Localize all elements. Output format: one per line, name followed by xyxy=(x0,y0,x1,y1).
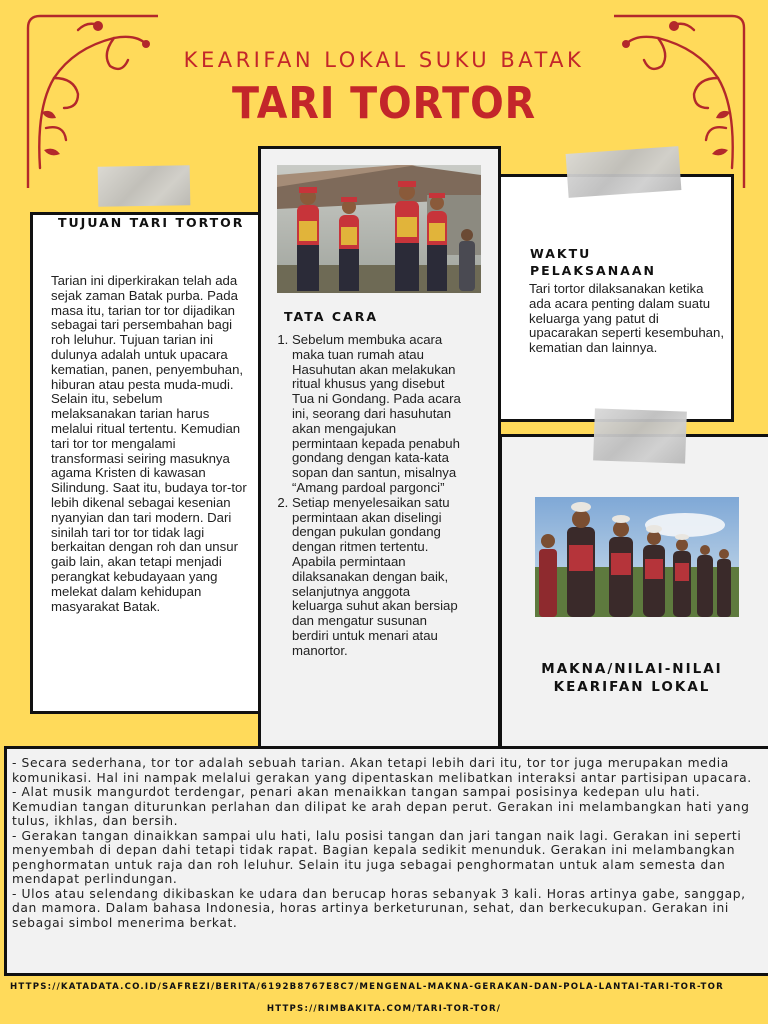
tape-decoration xyxy=(593,408,687,463)
tata-cara-heading: TATA CARA xyxy=(284,309,378,324)
source-link-rimbakita[interactable]: HTTPS://RIMBAKITA.COM/TARI-TOR-TOR/ xyxy=(266,1004,502,1014)
waktu-text: Tari tortor dilaksanakan ketika ada acara penting dalam suatu keluarga yang patut di upacarakan seperti kesembuhan, kematian dan lainnya. xyxy=(529,281,725,356)
makna-heading: MAKNA/NILAI-NILAI KEARIFAN LOKAL xyxy=(541,661,723,695)
tujuan-heading: TUJUAN TARI TORTOR xyxy=(58,215,245,230)
waktu-heading: WAKTU PELAKSANAAN xyxy=(530,246,656,278)
makna-paragraph: - Gerakan tangan dinaikkan sampai ulu hati, lalu posisi tangan dan jari tangan naik lagi. Gerakan ini seperti menyembah di depan dahi tetapi tidak rapat. Bagian kepala sedikit menunduk. Gerakan ini melambangkan penghormatan untuk raja dan roh leluhur. Selain itu juga sebagai penghormatan untuk alam semesta dan mendapat perlindungan. xyxy=(12,828,742,886)
makna-paragraph: - Secara sederhana, tor tor adalah sebuah tarian. Akan tetapi lebih dari itu, tor tor juga merupakan media komunikasi. Hal ini nampak melalui gerakan yang dipentaskan melibatkan interaksi antar partisipan upacara. xyxy=(12,756,752,785)
tata-cara-list xyxy=(272,333,462,659)
list-item: 1. Sebelum membuka acara maka tuan rumah atau Hasuhutan akan melakukan ritual khusus yang disebut Tua ni Gondang. Pada acara ini, seorang dari hasuhutan akan mengajukan permintaan kepada penabuh gondang dengan kata-kata sopan dan santun, misalnya “Amang pardoal pargonci” xyxy=(292,333,462,496)
makna-text xyxy=(12,756,762,930)
makna-paragraph: - Alat musik mangurdot terdengar, penari akan menaikkan tangan sampai posisinya kedepan ulu hati. Kemudian tangan diturunkan perlahan dan dilipat ke arah depan perut. Gerakan ini melambangkan hati yang tulus, ikhlas, dan bersih. xyxy=(12,785,750,828)
tortor-line-dancers-photo xyxy=(535,497,739,617)
tujuan-text: Tarian ini diperkirakan telah ada sejak zaman Batak purba. Pada masa itu, tarian tor tor dijadikan sebagai tari persembahan bagi roh leluhur. Tujuan tarian ini dulunya adalah untuk upacara kematian, panen, penyembuhan, hiburan atau pesta muda-mudi. Selain itu, sebelum melaksanakan tarian harus melalui ritual tertentu. Kemudian tari tor tor mengalami transformasi seiring masuknya agama Kristen di kawasan Silindung. Saat itu, budaya tor-tor lebih dikenal sebagai kesenian nyanyian dan tari modern. Dari sinilah tari tor tor tidak lagi berkaitan dengan roh dan unsur gaib lain, akan tetapi menjadi perangkat kebudayaan yang melekat dalam kehidupan masyarakat Batak. xyxy=(51,273,247,614)
tortor-dancers-photo xyxy=(277,165,481,293)
poster-subtitle: KEARIFAN LOKAL SUKU BATAK xyxy=(183,48,585,72)
list-item: 2. Setiap menyelesaikan satu permintaan akan diselingi dengan pukulan gondang dengan ritmen tertentu. Apabila permintaan dilaksanakan dengan baik, selanjutnya anggota keluarga suhut akan bersiap dan mengatur susunan berdiri untuk menari atau manortor. xyxy=(292,496,462,659)
tape-decoration xyxy=(566,146,682,198)
source-link-katadata[interactable]: HTTPS://KATADATA.CO.ID/SAFREZI/BERITA/6192B8767E8C7/MENGENAL-MAKNA-GERAKAN-DAN-POLA-LANTAI-TARI-TOR-TOR xyxy=(10,982,724,992)
tape-decoration xyxy=(98,165,191,207)
poster-title: TARI TORTOR xyxy=(231,78,537,129)
makna-paragraph: - Ulos atau selendang dikibaskan ke udara dan berucap horas sebanyak 3 kali. Horas artinya gabe, sanggap, dan mamora. Dalam bahasa Indonesia, horas artinya berketurunan, sehat, dan berkecukupan. Gerakan ini sebagai simbol menerima berkat. xyxy=(12,886,746,930)
